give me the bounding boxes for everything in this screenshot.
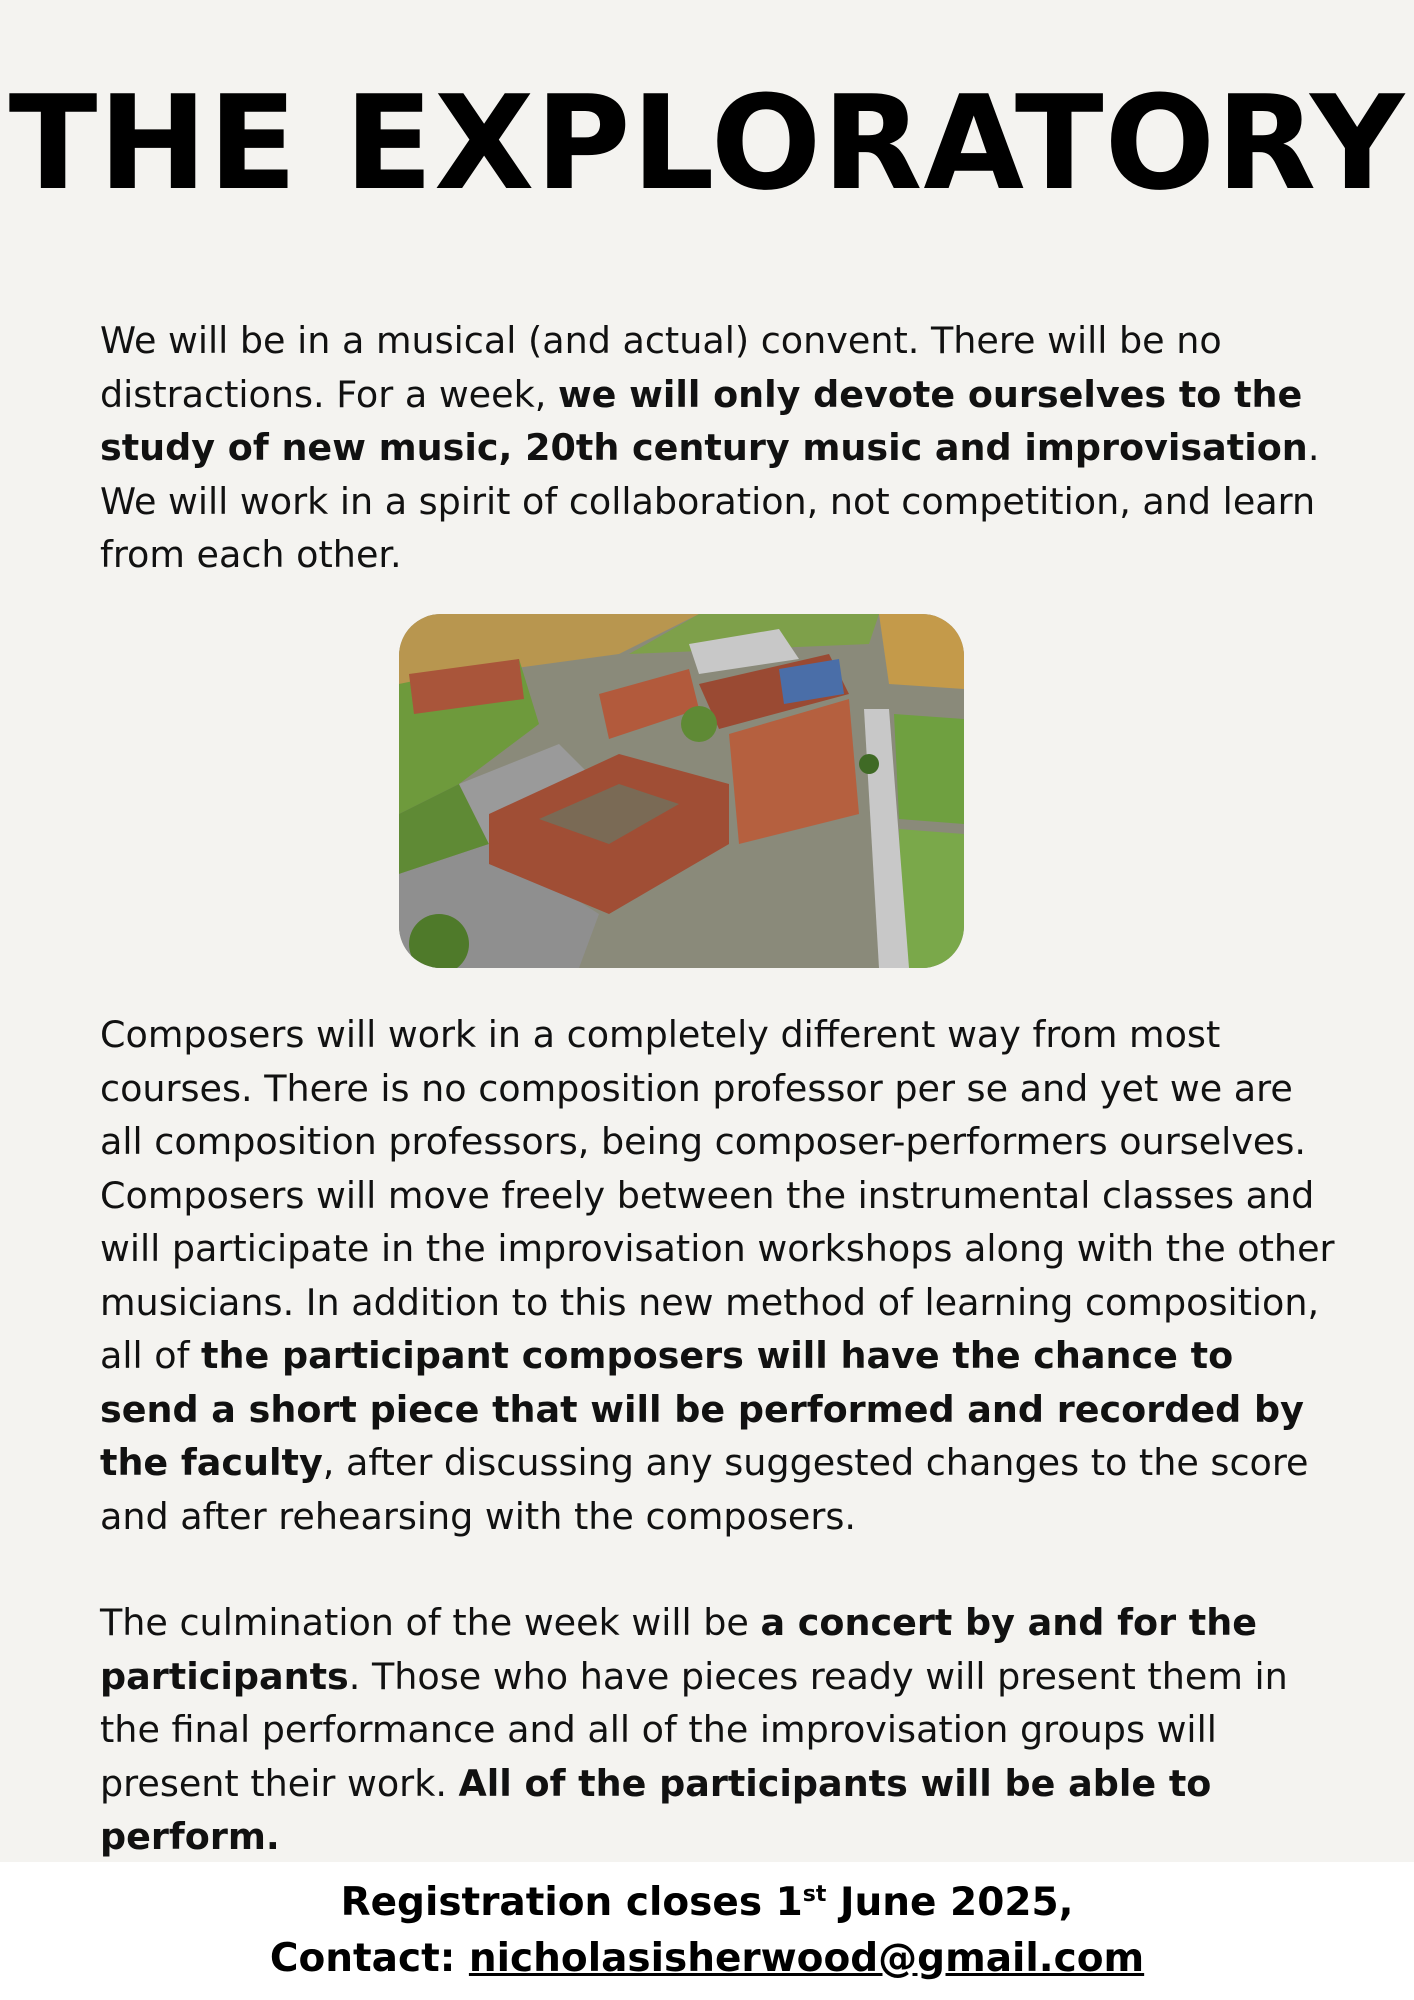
registration-deadline <box>0 1880 1414 1925</box>
composers-paragraph <box>100 1008 1340 1543</box>
convent-aerial-photo <box>399 614 964 968</box>
culmination-paragraph <box>100 1596 1340 1864</box>
culmination-bold-2: All of the participants will be able to perform. <box>100 1761 1212 1858</box>
culmination-bold-1: a concert by and for the participants <box>100 1601 1257 1698</box>
registration-ordinal: st <box>802 1882 827 1907</box>
intro-bold-1: we will only devote ourselves to the study of new music, 20th century music and improvisation <box>100 372 1308 469</box>
composers-text-2: , after discussing any suggested changes to the score and after rehearsing with the composers. <box>100 1441 1309 1538</box>
registration-prefix: Registration closes 1 <box>340 1880 803 1925</box>
intro-text-1: We will be in a musical (and actual) convent. There will be no distractions. For a week, <box>100 319 1222 416</box>
intro-text-2: . We will work in a spirit of collaboration, not competition, and learn from each other. <box>100 426 1320 576</box>
composers-bold-1: the participant composers will have the chance to send a short piece that will be performed and recorded by the faculty <box>100 1334 1304 1484</box>
culmination-text-2: . Those who have pieces ready will present them in the final performance and all of the improvisation groups will present their work. <box>100 1654 1288 1805</box>
contact-line <box>0 1936 1414 1981</box>
intro-paragraph <box>100 314 1340 582</box>
composers-text-1: Composers will work in a completely different way from most courses. There is no composition professor per se and yet we are all composition professors, being composer-performers ourselves. Composers will move freely between the instrumental classes and will participate in the improvisation workshops along with the other musicians. In addition to this new method of learning composition, all of <box>100 1013 1335 1377</box>
contact-label: Contact: <box>269 1936 469 1981</box>
page-title: THE EXPLORATORY <box>8 67 1406 219</box>
footer <box>0 1862 1414 2000</box>
culmination-text-1: The culmination of the week will be <box>100 1601 761 1644</box>
email-link[interactable]: nicholasisherwood@gmail.com <box>468 1936 1145 1981</box>
registration-suffix: June 2025, <box>826 1880 1074 1925</box>
